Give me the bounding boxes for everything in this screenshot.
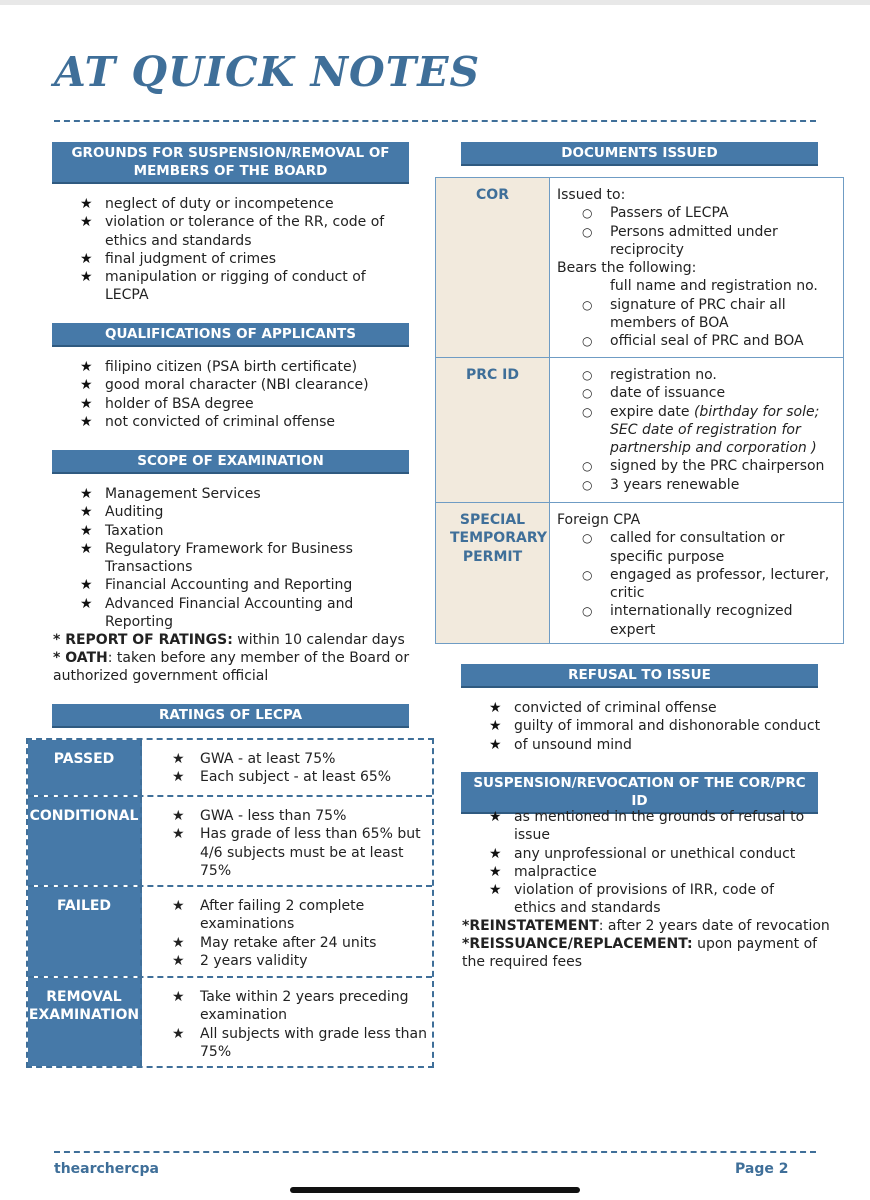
circle-bullet-icon: ○ xyxy=(582,567,593,582)
ratings-label: REMOVAL EXAMINATION xyxy=(28,978,142,1066)
scope-header: SCOPE OF EXAMINATION xyxy=(52,450,409,474)
star-icon: ★ xyxy=(80,413,93,430)
list-item: ★ not convicted of criminal offense xyxy=(80,413,336,430)
list-item: ○ Persons admitted under reciprocity xyxy=(582,223,778,258)
documents-label: PRC ID xyxy=(436,358,550,502)
list-item: ★ Management Services xyxy=(80,486,261,502)
documents-header: DOCUMENTS ISSUED xyxy=(461,142,818,166)
cor-bears-plain: full name and registration no. xyxy=(610,278,818,295)
scope-list xyxy=(80,485,380,631)
reinstatement-note: *REINSTATEMENT: after 2 years date of revocation xyxy=(462,918,830,934)
list-item: ★ GWA - less than 75% xyxy=(172,808,347,824)
ratings-row-removal xyxy=(28,976,432,1066)
list-item: ★ 2 years validity xyxy=(172,952,308,969)
star-icon: ★ xyxy=(80,214,93,231)
list-item: ★ good moral character (NBI clearance) xyxy=(80,377,369,394)
star-icon: ★ xyxy=(80,377,93,394)
suspension-header: SUSPENSION/REVOCATION OF THE COR/PRC ID xyxy=(461,772,818,814)
star-icon: ★ xyxy=(172,808,185,824)
circle-bullet-icon: ○ xyxy=(582,404,593,419)
ratings-label: CONDITIONAL xyxy=(28,797,142,885)
star-icon: ★ xyxy=(172,1025,185,1042)
oath-note: * OATH: taken before any member of the Board or authorized government official xyxy=(53,650,410,685)
list-item: ★ violation or tolerance of the RR, code of ethics and standards xyxy=(80,214,385,249)
circle-bullet-icon: ○ xyxy=(582,206,593,221)
list-item: ★ May retake after 24 units xyxy=(172,934,377,951)
star-icon: ★ xyxy=(80,486,93,502)
special-intro: Foreign CPA xyxy=(557,512,641,528)
circle-bullet-icon: ○ xyxy=(582,224,593,239)
list-item: ○ expire date (birthday for sole; SEC date of registration for partnership and corporation ) xyxy=(582,403,820,457)
list-item: ★ Advanced Financial Accounting and Reporting xyxy=(80,595,354,631)
star-icon: ★ xyxy=(489,809,502,825)
list-item: ○ signed by the PRC chairperson xyxy=(582,458,825,475)
list-item: ★ Financial Accounting and Reporting xyxy=(80,577,353,594)
refusal-list xyxy=(489,699,829,754)
star-icon: ★ xyxy=(172,989,185,1005)
ratings-row-failed xyxy=(28,885,432,976)
top-status-strip xyxy=(0,0,870,5)
grounds-list xyxy=(80,195,410,305)
list-item: ★ holder of BSA degree xyxy=(80,395,254,412)
star-icon: ★ xyxy=(80,196,93,212)
page-title: AT QUICK NOTES xyxy=(54,48,481,96)
cor-bears: Bears the following: xyxy=(557,260,697,277)
circle-bullet-icon: ○ xyxy=(582,334,593,349)
list-item: ★ Has grade of less than 65% but 4/6 subjects must be at least 75% xyxy=(172,826,421,879)
list-item: ○ registration no. xyxy=(582,367,717,383)
star-icon: ★ xyxy=(80,577,93,594)
star-icon: ★ xyxy=(80,395,93,412)
documents-label: SPECIAL TEMPORARY PERMIT xyxy=(436,503,550,643)
list-item: ○ internationally recognized expert xyxy=(582,603,793,638)
page-number: Page 2 xyxy=(735,1161,789,1177)
list-item: ★ Regulatory Framework for Business Transactions xyxy=(80,540,353,576)
star-icon: ★ xyxy=(80,595,93,612)
cor-issued-to: Issued to: xyxy=(557,187,626,203)
suspension-list xyxy=(489,808,819,918)
list-item: ○ official seal of PRC and BOA xyxy=(582,333,804,350)
ratings-label: FAILED xyxy=(28,887,142,976)
list-item: ★ GWA - at least 75% xyxy=(172,751,336,767)
star-icon: ★ xyxy=(80,522,93,539)
star-icon: ★ xyxy=(489,736,502,753)
list-item: ○ signature of PRC chair all members of BOA xyxy=(582,296,786,332)
qualifications-list xyxy=(80,358,410,431)
refusal-header: REFUSAL TO ISSUE xyxy=(461,664,818,688)
list-item: ★ Taxation xyxy=(80,522,164,539)
home-indicator[interactable] xyxy=(290,1187,580,1193)
circle-bullet-icon: ○ xyxy=(582,531,593,546)
list-item: ★ filipino citizen (PSA birth certificate) xyxy=(80,359,358,375)
star-icon: ★ xyxy=(172,769,185,786)
report-of-ratings-note: * REPORT OF RATINGS: within 10 calendar days xyxy=(53,632,405,648)
grounds-header: GROUNDS FOR SUSPENSION/REMOVAL OF MEMBERS OF THE BOARD xyxy=(52,142,409,184)
star-icon: ★ xyxy=(80,540,93,557)
list-item: ★ Each subject - at least 65% xyxy=(172,769,392,786)
ratings-header: RATINGS OF LECPA xyxy=(52,704,409,728)
circle-bullet-icon: ○ xyxy=(582,368,593,382)
star-icon: ★ xyxy=(489,882,502,899)
list-item: ○ 3 years renewable xyxy=(582,476,740,493)
documents-row-cor xyxy=(436,178,843,357)
list-item: ○ engaged as professor, lecturer, critic xyxy=(582,566,830,602)
circle-bullet-icon: ○ xyxy=(582,477,593,492)
star-icon: ★ xyxy=(80,250,93,267)
star-icon: ★ xyxy=(172,751,185,767)
reissuance-note: *REISSUANCE/REPLACEMENT: upon payment of the required fees xyxy=(462,936,818,971)
star-icon: ★ xyxy=(80,269,93,286)
circle-bullet-icon: ○ xyxy=(582,386,593,401)
list-item: ○ date of issuance xyxy=(582,385,726,402)
list-item: ★ of unsound mind xyxy=(489,736,632,753)
star-icon: ★ xyxy=(172,898,185,914)
list-item: ★ Auditing xyxy=(80,504,164,521)
list-item: ★ guilty of immoral and dishonorable conduct xyxy=(489,718,821,735)
ratings-row-conditional xyxy=(28,795,432,885)
star-icon: ★ xyxy=(172,934,185,951)
star-icon: ★ xyxy=(489,718,502,735)
star-icon: ★ xyxy=(172,952,185,969)
list-item: ★ any unprofessional or unethical conduct xyxy=(489,845,796,862)
footer-brand: thearchercpa xyxy=(54,1161,159,1177)
documents-table xyxy=(435,177,844,644)
list-item: ★ convicted of criminal offense xyxy=(489,700,717,716)
list-item: ★ manipulation or rigging of conduct of LECPA xyxy=(80,269,366,304)
list-item: ★ Take within 2 years preceding examination xyxy=(172,989,409,1024)
documents-row-special-permit xyxy=(436,502,843,643)
list-item: ○ called for consultation or specific purpose xyxy=(582,530,785,565)
list-item: ○ Passers of LECPA xyxy=(582,205,729,222)
title-divider xyxy=(54,120,816,122)
ratings-table xyxy=(26,738,434,1068)
list-item: ★ All subjects with grade less than 75% xyxy=(172,1025,427,1060)
star-icon: ★ xyxy=(172,826,185,843)
ratings-row-passed xyxy=(28,740,432,795)
list-item: ★ as mentioned in the grounds of refusal to issue xyxy=(489,809,805,844)
qualifications-header: QUALIFICATIONS OF APPLICANTS xyxy=(52,323,409,347)
list-item: ★ malpractice xyxy=(489,863,597,880)
list-item: ★ After failing 2 complete examinations xyxy=(172,898,365,933)
star-icon: ★ xyxy=(80,359,93,375)
documents-row-prc-id xyxy=(436,357,843,502)
list-item: ★ violation of provisions of IRR, code of ethics and standards xyxy=(489,882,774,917)
list-item: ★ final judgment of crimes xyxy=(80,250,277,267)
circle-bullet-icon: ○ xyxy=(582,297,593,312)
ratings-label: PASSED xyxy=(28,740,142,795)
star-icon: ★ xyxy=(489,700,502,716)
star-icon: ★ xyxy=(489,845,502,862)
circle-bullet-icon: ○ xyxy=(582,604,593,619)
star-icon: ★ xyxy=(489,863,502,880)
footer-divider xyxy=(54,1151,816,1153)
list-item: ★ neglect of duty or incompetence xyxy=(80,196,334,212)
circle-bullet-icon: ○ xyxy=(582,459,593,474)
star-icon: ★ xyxy=(80,504,93,521)
documents-label: COR xyxy=(436,178,550,357)
